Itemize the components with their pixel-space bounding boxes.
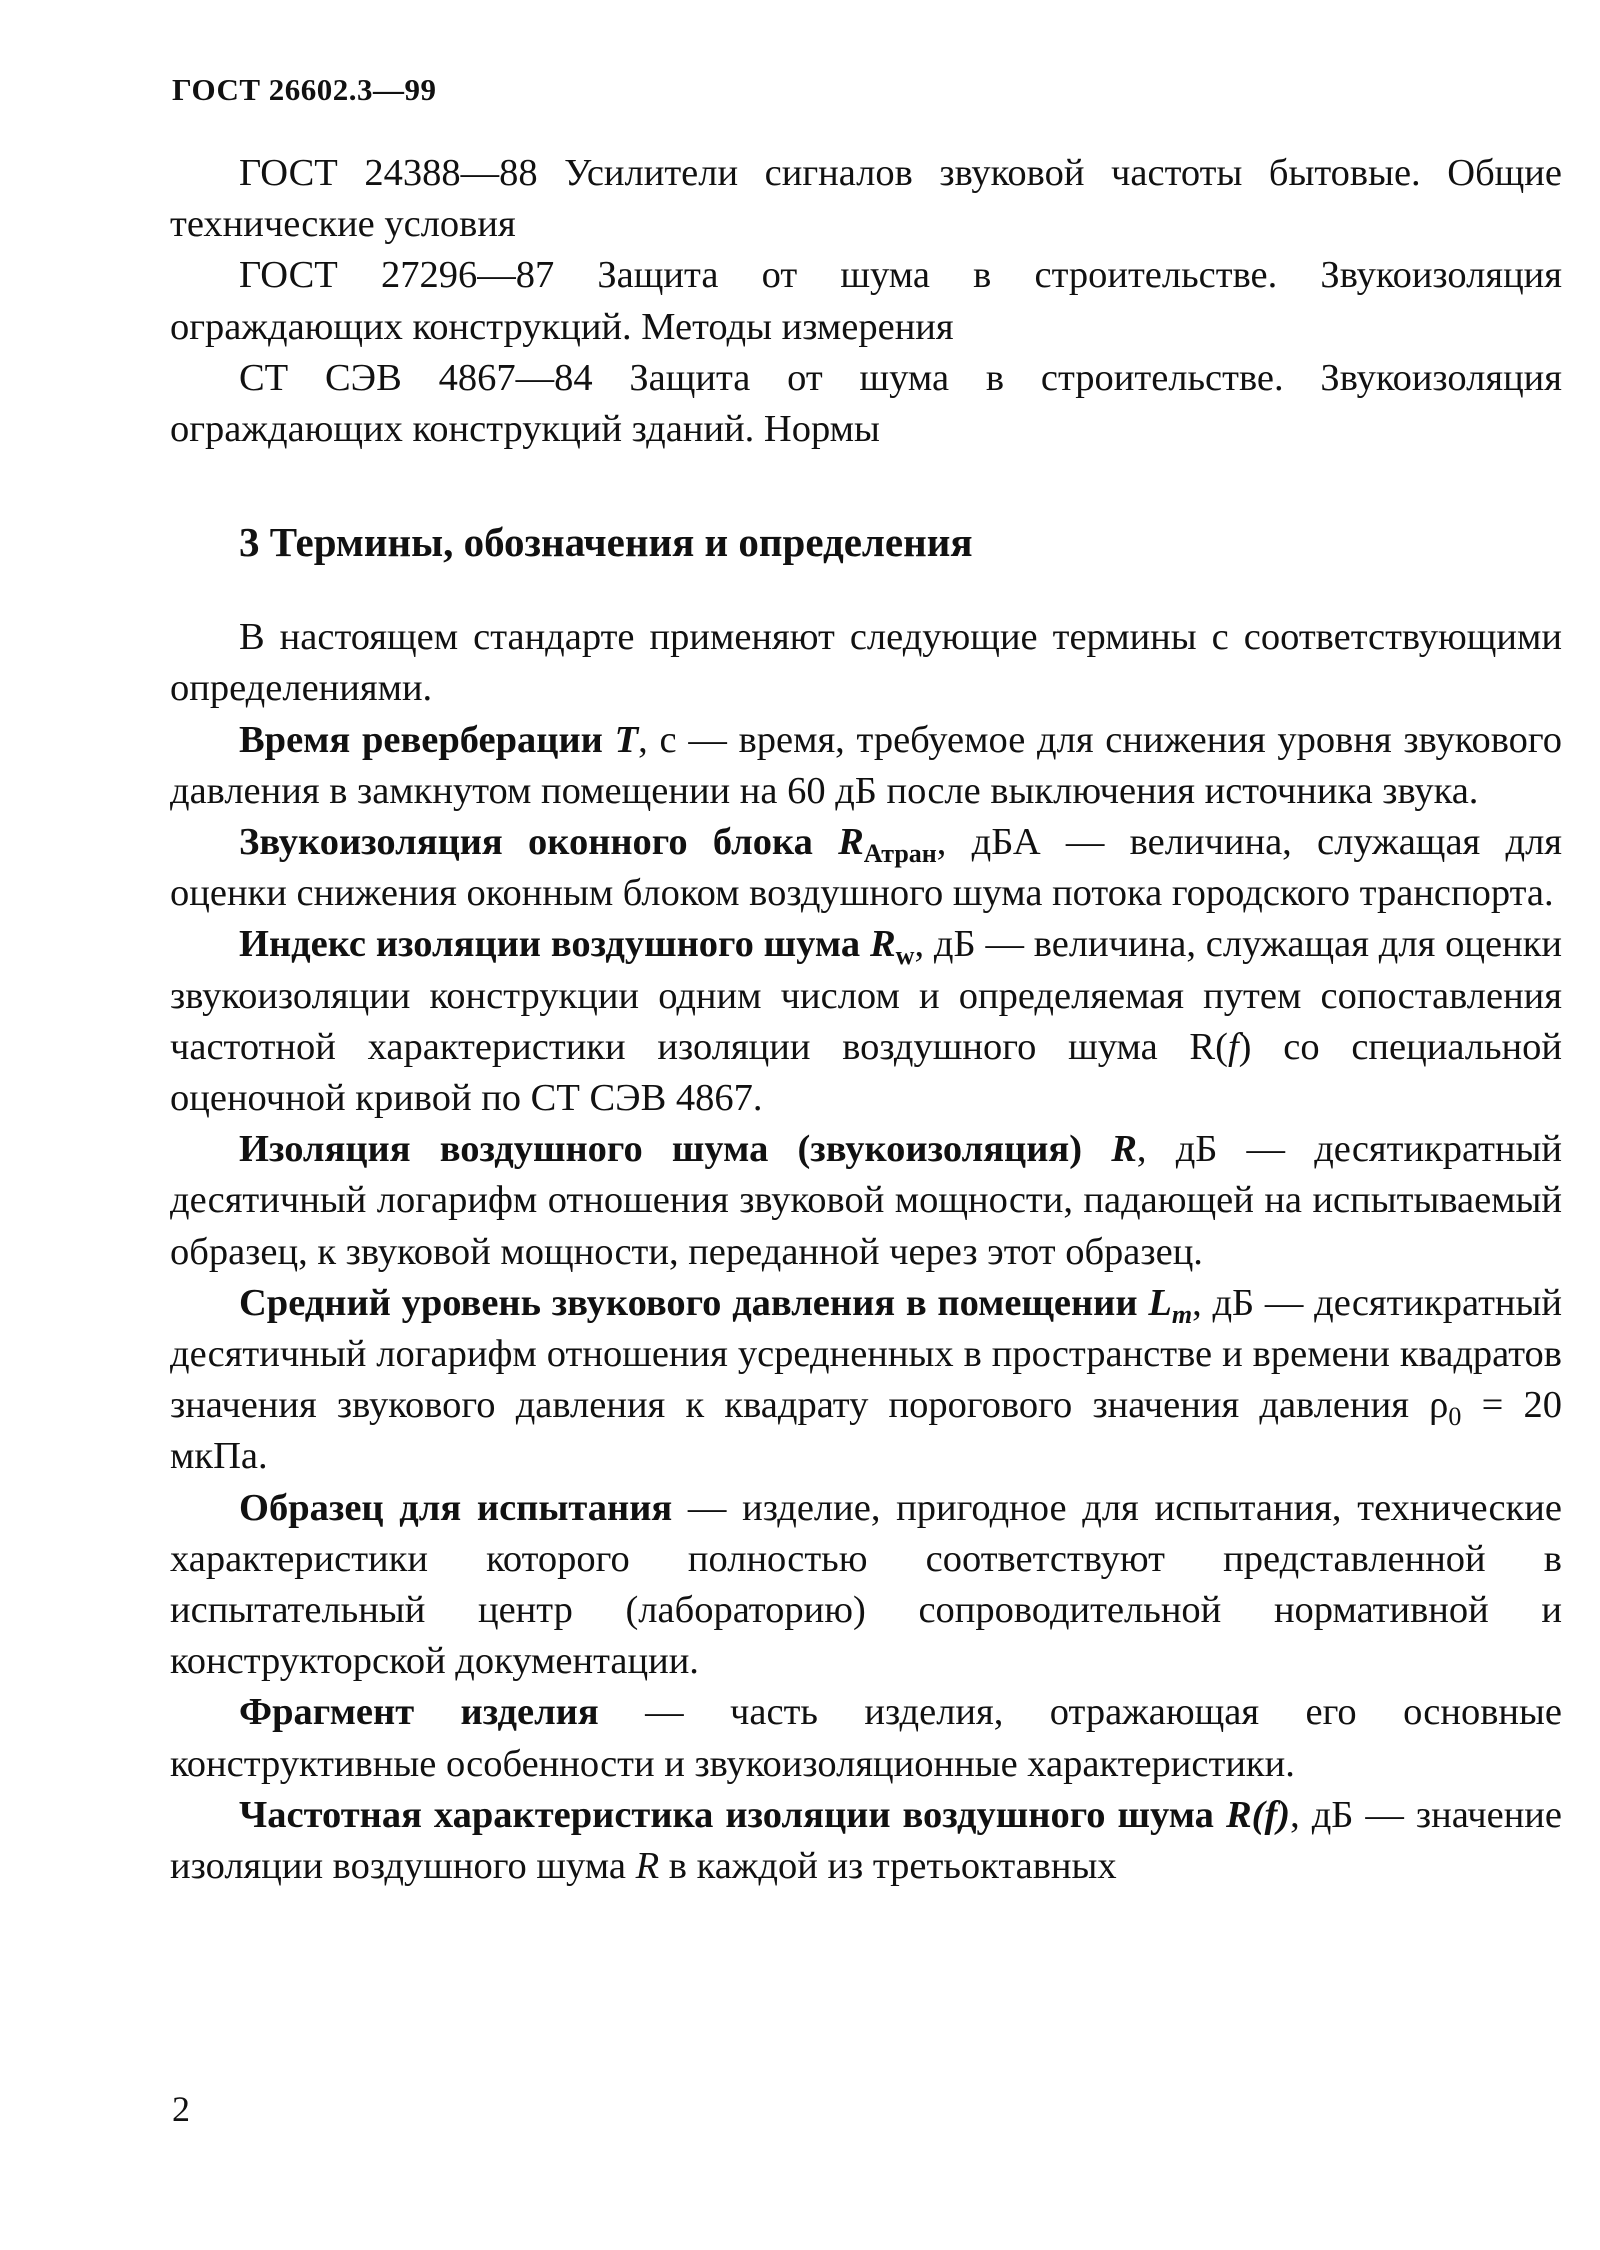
definition-text: — изделие, пригодное для испытания, технические характеристики которого полностью соответствуют представленной в испытательный центр (лабораторию) сопроводительной нормативной и конструкторской документации. bbox=[170, 1486, 1562, 1683]
page-number: 2 bbox=[172, 2089, 190, 2129]
definition-text: , с — время, требуемое для снижения уровня звукового давления в замкнутом помещении на 60 дБ после выключения источника звука. bbox=[170, 718, 1562, 812]
reference-pressure-symbol: $\rho_0$ bbox=[1429, 1384, 1462, 1432]
definition-frequency-response bbox=[170, 1790, 1562, 1892]
definition-text: , дБА — величина, служащая для оценки снижения оконным блоком воздушного шума потока городского транспорта. bbox=[170, 821, 1562, 915]
definition-text: ) со специальной оценочной кривой по СТ СЭВ 4867. bbox=[170, 1025, 1562, 1120]
reference-gost-24388: ГОСТ 24388—88 Усилители сигналов звуковой частоты бытовые. Общие технические условия bbox=[170, 152, 1562, 246]
definition-text: в каждой из третьоктавных bbox=[659, 1845, 1117, 1888]
definition-symbol: R(f) bbox=[1225, 1793, 1291, 1836]
definition-product-fragment bbox=[170, 1687, 1562, 1789]
definition-window-insulation bbox=[170, 817, 1562, 919]
symbol-subscript: m bbox=[1171, 1299, 1193, 1329]
reference-gost-27296: ГОСТ 27296—87 Защита от шума в строительстве. Звукоизоляция ограждающих конструкций. Методы измерения bbox=[170, 254, 1562, 348]
definition-text: = 20 мкПа. bbox=[170, 1384, 1563, 1478]
definition-term: Фрагмент изделия bbox=[239, 1691, 599, 1734]
definition-term: Изоляция воздушного шума (звукоизоляция) bbox=[239, 1128, 1083, 1171]
definition-text: , дБ — значение изоляции воздушного шума bbox=[170, 1793, 1562, 1888]
section-heading: 3 Термины, обозначения и определения bbox=[239, 519, 973, 566]
symbol-subscript: w bbox=[895, 941, 915, 971]
definition-airborne-insulation bbox=[170, 1124, 1562, 1278]
running-head: ГОСТ 26602.3—99 bbox=[172, 72, 437, 107]
definition-test-specimen bbox=[170, 1483, 1562, 1688]
definition-term: Частотная характеристика изоляции воздушного шума bbox=[239, 1793, 1214, 1836]
body-text bbox=[170, 148, 1562, 1892]
definition-term: Индекс изоляции воздушного шума bbox=[239, 923, 861, 966]
definition-text: , дБ — десятикратный десятичный логарифм отношения звуковой мощности, падающей на испытываемый образец, к звуковой мощности, переданной через этот образец. bbox=[170, 1128, 1563, 1273]
definition-airborne-index bbox=[170, 919, 1562, 1124]
definition-mean-sound-level bbox=[170, 1278, 1562, 1483]
definition-term: Время реверберации bbox=[239, 718, 603, 761]
definition-term: Средний уровень звукового давления в помещении bbox=[239, 1281, 1138, 1324]
reference-st-sev-4867: СТ СЭВ 4867—84 Защита от шума в строительстве. Звукоизоляция ограждающих конструкций зданий. Нормы bbox=[170, 356, 1562, 451]
definition-symbol: $L_m$ bbox=[1148, 1281, 1193, 1329]
symbol-subscript: Атран bbox=[863, 839, 937, 869]
insulation-symbol: R bbox=[635, 1845, 660, 1888]
definition-text: , дБ — десятикратный десятичный логарифм отношения усредненных в пространстве и времени квадратов значения звукового давления к квадрату порогового значения давления bbox=[170, 1281, 1562, 1427]
definition-symbol: T bbox=[614, 718, 639, 761]
definition-text: — часть изделия, отражающая его основные конструктивные особенности и звукоизоляционные характеристики. bbox=[170, 1691, 1562, 1785]
definition-text: , дБ — величина, служащая для оценки звукоизоляции конструкции одним числом и определяемая путем сопоставления частотной характеристики изоляции воздушного шума R( bbox=[170, 923, 1563, 1068]
definition-symbol: $R_{Атран}$ bbox=[838, 821, 937, 869]
frequency-symbol: f bbox=[1227, 1025, 1239, 1068]
definition-term: Образец для испытания bbox=[239, 1486, 673, 1529]
definition-reverberation-time bbox=[170, 715, 1562, 817]
definition-symbol: $R_w$ bbox=[869, 923, 915, 971]
definition-term: Звукоизоляция оконного блока bbox=[239, 821, 813, 864]
section-intro: В настоящем стандарте применяют следующие термины с соответствующими определениями. bbox=[170, 616, 1562, 710]
definition-symbol: R bbox=[1111, 1128, 1137, 1171]
